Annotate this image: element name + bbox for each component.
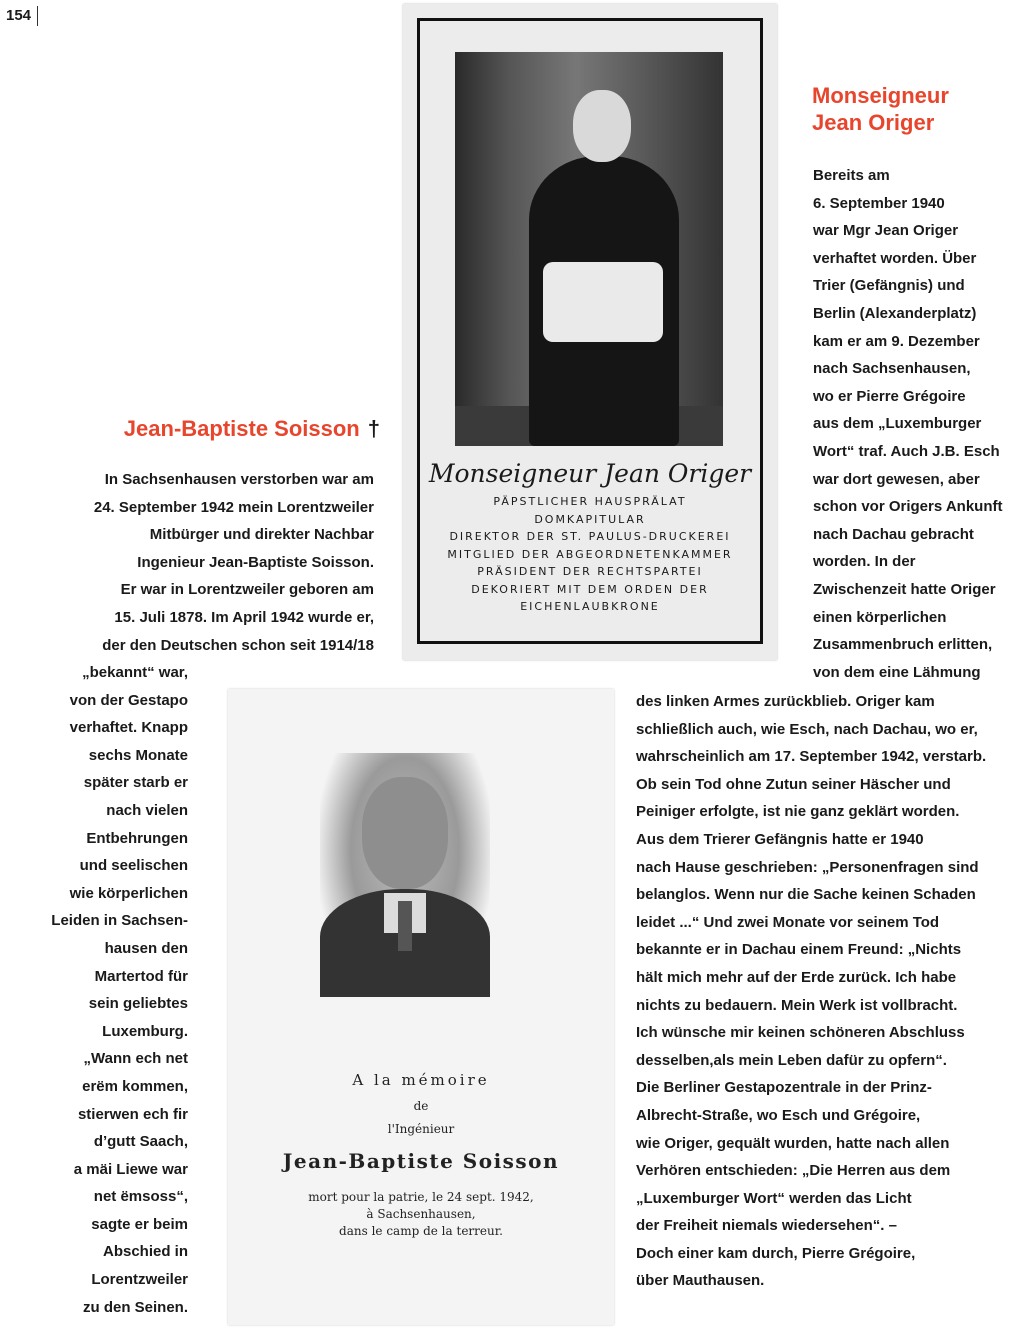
text-line: später starb er: [83, 774, 188, 792]
origer-memorial-card: [403, 4, 777, 660]
card-origer-name: Monseigneur Jean Origer: [428, 459, 752, 488]
text-line: Entbehrungen: [86, 829, 188, 847]
text-line: Trier (Gefängnis) und: [813, 277, 965, 295]
text-line: erëm kommen,: [82, 1077, 188, 1095]
text-line: In Sachsenhausen verstorben war am: [104, 471, 374, 488]
card-detail-line: dans le camp de la terreur.: [339, 1224, 503, 1238]
text-line: sein geliebtes: [88, 995, 188, 1013]
origer-text-wide: [636, 688, 1021, 1295]
card-origer-title-line: DIREKTOR DER ST. PAULUS-DRUCKEREI: [449, 530, 731, 543]
text-line: Verhören entschieden: „Die Herren aus dem: [636, 1162, 951, 1180]
text-line: Abschied in: [102, 1243, 188, 1261]
text-line: Doch einer kam durch, Pierre Grégoire,: [636, 1244, 916, 1262]
text-line: Ingenieur Jean-Baptiste Soisson.: [137, 553, 374, 571]
text-line: Wort“ traf. Auch J.B. Esch: [813, 442, 1000, 460]
text-line: von dem eine Lähmung: [813, 663, 981, 681]
card-origer-title-line: PRÄSIDENT DER RECHTSPARTEI: [477, 565, 703, 578]
card-origer-title-line: PÄPSTLICHER HAUSPRÄLAT: [493, 495, 687, 508]
origer-heading-line1: Monseigneur: [812, 83, 949, 108]
text-line: verhaftet. Knapp: [69, 719, 188, 737]
text-line: nach vielen: [106, 801, 188, 819]
text-line: Bereits am: [813, 167, 890, 184]
card-memoire: A la mémoire: [352, 1071, 490, 1089]
text-line: Mitbürger und direkter Nachbar: [149, 526, 374, 544]
text-line: hausen den: [104, 939, 188, 957]
text-line: Die Berliner Gestapozentrale in der Prinz-: [636, 1079, 932, 1097]
soisson-portrait: [320, 753, 490, 997]
text-line: war Mgr Jean Origer: [813, 222, 959, 240]
text-line: von der Gestapo: [69, 691, 188, 709]
text-line: verhaftet worden. Über: [813, 249, 977, 267]
text-line: Aus dem Trierer Gefängnis hatte er 1940: [636, 830, 924, 848]
soisson-text-top: [40, 466, 374, 659]
text-line: hält mich mehr auf der Erde zurück. Ich habe: [636, 968, 957, 986]
text-line: nach Hause geschrieben: „Personenfragen sind: [636, 858, 979, 876]
text-line: Lorentzweiler: [91, 1271, 188, 1289]
text-line: der Freiheit niemals wiedersehen“. –: [636, 1217, 897, 1235]
origer-heading: [812, 82, 1012, 136]
text-line: kam er am 9. Dezember: [813, 332, 980, 350]
soisson-heading-text: Jean-Baptiste Soisson: [123, 416, 360, 441]
card-soisson-details: [228, 1189, 614, 1240]
origer-photo: [455, 52, 723, 446]
page-number: 154: [6, 6, 38, 26]
text-line: worden. In der: [813, 553, 916, 571]
text-line: nichts zu bedauern. Mein Werk ist vollbracht.: [636, 996, 958, 1014]
text-line: zu den Seinen.: [82, 1298, 188, 1316]
text-line: Zusammenbruch erlitten,: [813, 636, 993, 654]
text-line: a mäi Liewe war: [73, 1160, 188, 1178]
text-line: „bekannt“ war,: [82, 664, 188, 681]
soisson-memorial-card: [228, 689, 614, 1325]
text-line: sechs Monate: [88, 746, 188, 764]
text-line: net ëmsoss“,: [93, 1188, 188, 1206]
text-line: wahrscheinlich am 17. September 1942, verstarb.: [636, 748, 987, 766]
text-line: „Luxemburger Wort“ werden das Licht: [636, 1189, 912, 1207]
text-line: war dort gewesen, aber: [813, 470, 980, 488]
card-de: de: [413, 1099, 429, 1113]
card-origer-titles: [403, 493, 777, 616]
text-line: schon vor Origers Ankunft: [813, 498, 1003, 516]
text-line: einen körperlichen: [813, 608, 947, 626]
text-line: Martertod für: [94, 967, 188, 985]
text-line: über Mauthausen.: [636, 1272, 765, 1290]
text-line: d’gutt Saach,: [93, 1133, 188, 1151]
text-line: wie Origer, gequält wurden, hatte nach allen: [636, 1134, 950, 1152]
text-line: des linken Armes zurückblieb. Origer kam: [636, 693, 935, 710]
text-line: Berlin (Alexanderplatz): [813, 304, 977, 322]
card-origer-title-line: MITGLIED DER ABGEORDNETENKAMMER: [447, 547, 733, 561]
text-line: und seelischen: [79, 857, 188, 875]
card-detail-line: à Sachsenhausen,: [366, 1207, 476, 1221]
card-detail-line: mort pour la patrie, le 24 sept. 1942,: [308, 1190, 534, 1204]
text-line: schließlich auch, wie Esch, nach Dachau, wo er,: [636, 720, 978, 738]
text-line: 15. Juli 1878. Im April 1942 wurde er,: [114, 608, 374, 626]
text-line: wo er Pierre Grégoire: [813, 387, 966, 405]
text-line: Ich wünsche mir keinen schöneren Abschluss: [636, 1024, 965, 1042]
text-line: sagte er beim: [91, 1215, 188, 1233]
text-line: 6. September 1940: [813, 194, 945, 212]
card-soisson-name: Jean-Baptiste Soisson: [282, 1149, 560, 1173]
cross-icon: †: [367, 416, 380, 441]
text-line: „Wann ech net: [83, 1050, 188, 1068]
text-line: Ob sein Tod ohne Zutun seiner Häscher und: [636, 775, 951, 793]
card-ingenieur: l'Ingénieur: [387, 1122, 455, 1136]
text-line: stierwen ech fir: [77, 1105, 188, 1123]
text-line: nach Sachsenhausen,: [813, 360, 971, 378]
text-line: Zwischenzeit hatte Origer: [813, 580, 996, 598]
soisson-heading: [60, 415, 380, 443]
text-line: aus dem „Luxemburger: [813, 415, 982, 433]
text-line: der den Deutschen schon seit 1914/18: [102, 636, 374, 654]
origer-text-column: [813, 162, 1018, 686]
card-origer-title-line: DOMKAPITULAR: [534, 512, 646, 526]
origer-heading-line2: Jean Origer: [812, 110, 935, 135]
text-line: leidet ...“ Und zwei Monate vor seinem Tod: [636, 913, 940, 931]
text-line: Er war in Lorentzweiler geboren am: [120, 581, 374, 599]
text-line: Peiniger erfolgte, ist nie ganz geklärt worden.: [636, 803, 960, 821]
text-line: Luxemburg.: [102, 1022, 188, 1040]
card-origer-title-line: DEKORIERT MIT DEM ORDEN DER: [471, 582, 709, 596]
text-line: bekannte er in Dachau einem Freund: „Nichts: [636, 941, 962, 959]
text-line: wie körperlichen: [69, 884, 188, 902]
text-line: 24. September 1942 mein Lorentzweiler: [93, 498, 374, 516]
text-line: desselben,als mein Leben dafür zu opfern“.: [636, 1051, 947, 1069]
text-line: Leiden in Sachsen-: [51, 912, 188, 930]
card-origer-title-line: EICHENLAUBKRONE: [520, 600, 660, 613]
soisson-text-narrow: [30, 659, 188, 1321]
text-line: nach Dachau gebracht: [813, 525, 974, 543]
text-line: Albrecht-Straße, wo Esch und Grégoire,: [636, 1106, 921, 1124]
text-line: belanglos. Wenn nur die Sache keinen Schaden: [636, 886, 976, 904]
